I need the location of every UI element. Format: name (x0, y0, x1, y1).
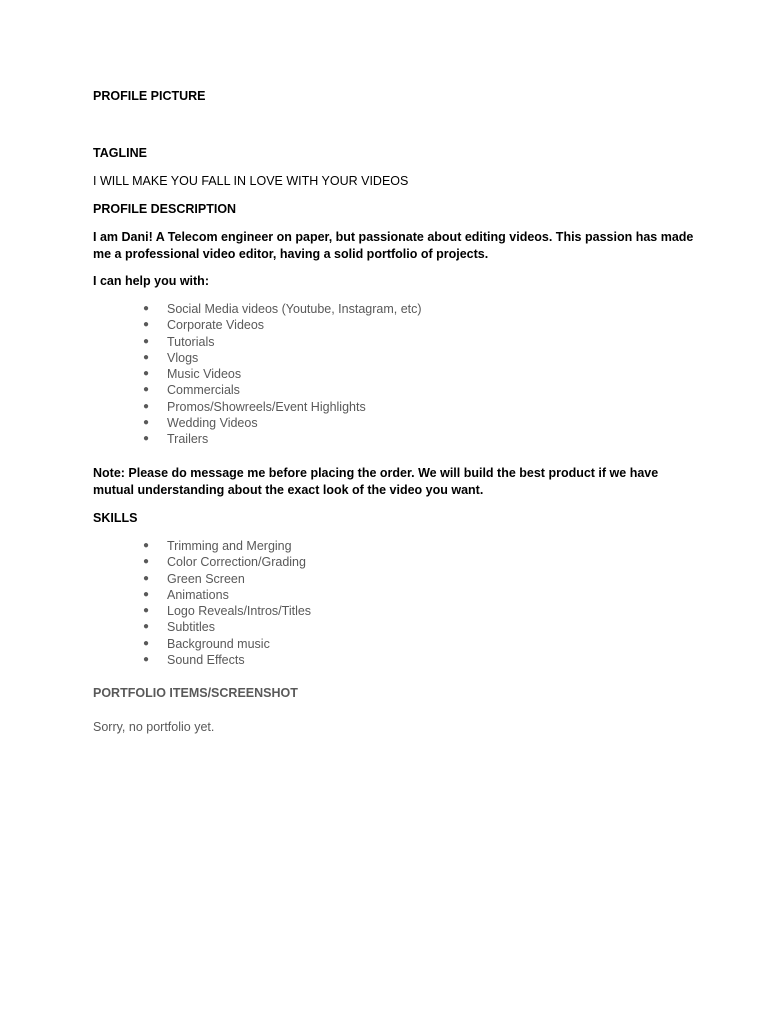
list-item (140, 334, 422, 350)
list-item (140, 619, 311, 635)
list-item (140, 636, 311, 652)
list-item-label: Animations (167, 587, 229, 602)
skills-list (140, 538, 311, 668)
tagline-heading: TAGLINE (93, 146, 147, 160)
bullet-icon: ● (143, 384, 150, 396)
list-item (140, 571, 311, 587)
bullet-icon: ● (143, 556, 150, 568)
bullet-icon: ● (143, 351, 150, 363)
list-item (140, 603, 311, 619)
list-item-label: Trimming and Merging (167, 539, 292, 553)
list-item-label: Background music (167, 636, 270, 651)
list-item (140, 382, 422, 398)
bullet-icon: ● (143, 605, 150, 617)
bullet-icon: ● (143, 588, 150, 600)
list-item (140, 366, 422, 382)
list-item-label: Promos/Showreels/Event Highlights (167, 399, 366, 414)
list-item-label: Color Correction/Grading (167, 555, 306, 570)
list-item-label: Green Screen (167, 571, 245, 586)
profile-picture-heading: PROFILE PICTURE (93, 89, 206, 103)
bullet-icon: ● (143, 400, 150, 412)
note-paragraph (93, 465, 733, 498)
bullet-icon: ● (143, 654, 150, 666)
list-item (140, 415, 422, 431)
bullet-icon: ● (143, 368, 150, 380)
bullet-icon: ● (143, 572, 150, 584)
list-item (140, 587, 311, 603)
list-item-label: Wedding Videos (167, 416, 258, 431)
list-item-label: Tutorials (167, 334, 215, 349)
tagline-text: I WILL MAKE YOU FALL IN LOVE WITH YOUR VIDEOS (93, 174, 409, 188)
portfolio-heading: PORTFOLIO ITEMS/SCREENSHOT (93, 686, 298, 700)
skills-heading: SKILLS (93, 511, 138, 525)
bullet-icon: ● (143, 417, 150, 429)
note-line: mutual understanding about the exact look of the video you want. (93, 482, 484, 497)
list-item (140, 301, 422, 317)
list-item (140, 350, 422, 366)
list-item (140, 431, 422, 447)
list-item-label: Commercials (167, 383, 240, 398)
profile-description-heading: PROFILE DESCRIPTION (93, 202, 237, 216)
help-list (140, 301, 422, 448)
list-item-label: Sound Effects (167, 653, 245, 668)
list-item-label: Vlogs (167, 350, 199, 365)
list-item (140, 554, 311, 570)
list-item (140, 317, 422, 333)
description-line: me a professional video editor, having a solid portfolio of projects. (93, 246, 489, 261)
bullet-icon: ● (143, 303, 150, 314)
bullet-icon: ● (143, 335, 150, 347)
list-item (140, 652, 311, 668)
list-item-label: Trailers (167, 432, 209, 447)
bullet-icon: ● (143, 637, 150, 649)
list-item-label: Subtitles (167, 620, 215, 635)
bullet-icon: ● (143, 621, 150, 633)
description-paragraph (93, 229, 733, 262)
list-item-label: Social Media videos (Youtube, Instagram, etc) (167, 302, 422, 316)
list-item (140, 538, 311, 554)
bullet-icon: ● (143, 433, 150, 445)
list-item-label: Logo Reveals/Intros/Titles (167, 604, 312, 619)
description-line: I am Dani! A Telecom engineer on paper, but passionate about editing videos. This passion has made (93, 230, 694, 244)
bullet-icon: ● (143, 540, 150, 551)
list-item-label: Music Videos (167, 367, 242, 382)
bullet-icon: ● (143, 319, 150, 331)
list-item-label: Corporate Videos (167, 318, 265, 333)
list-item (140, 399, 422, 415)
portfolio-text: Sorry, no portfolio yet. (93, 720, 215, 734)
help-intro: I can help you with: (93, 274, 209, 288)
note-line: Note: Please do message me before placing the order. We will build the best product if we have (93, 466, 659, 480)
